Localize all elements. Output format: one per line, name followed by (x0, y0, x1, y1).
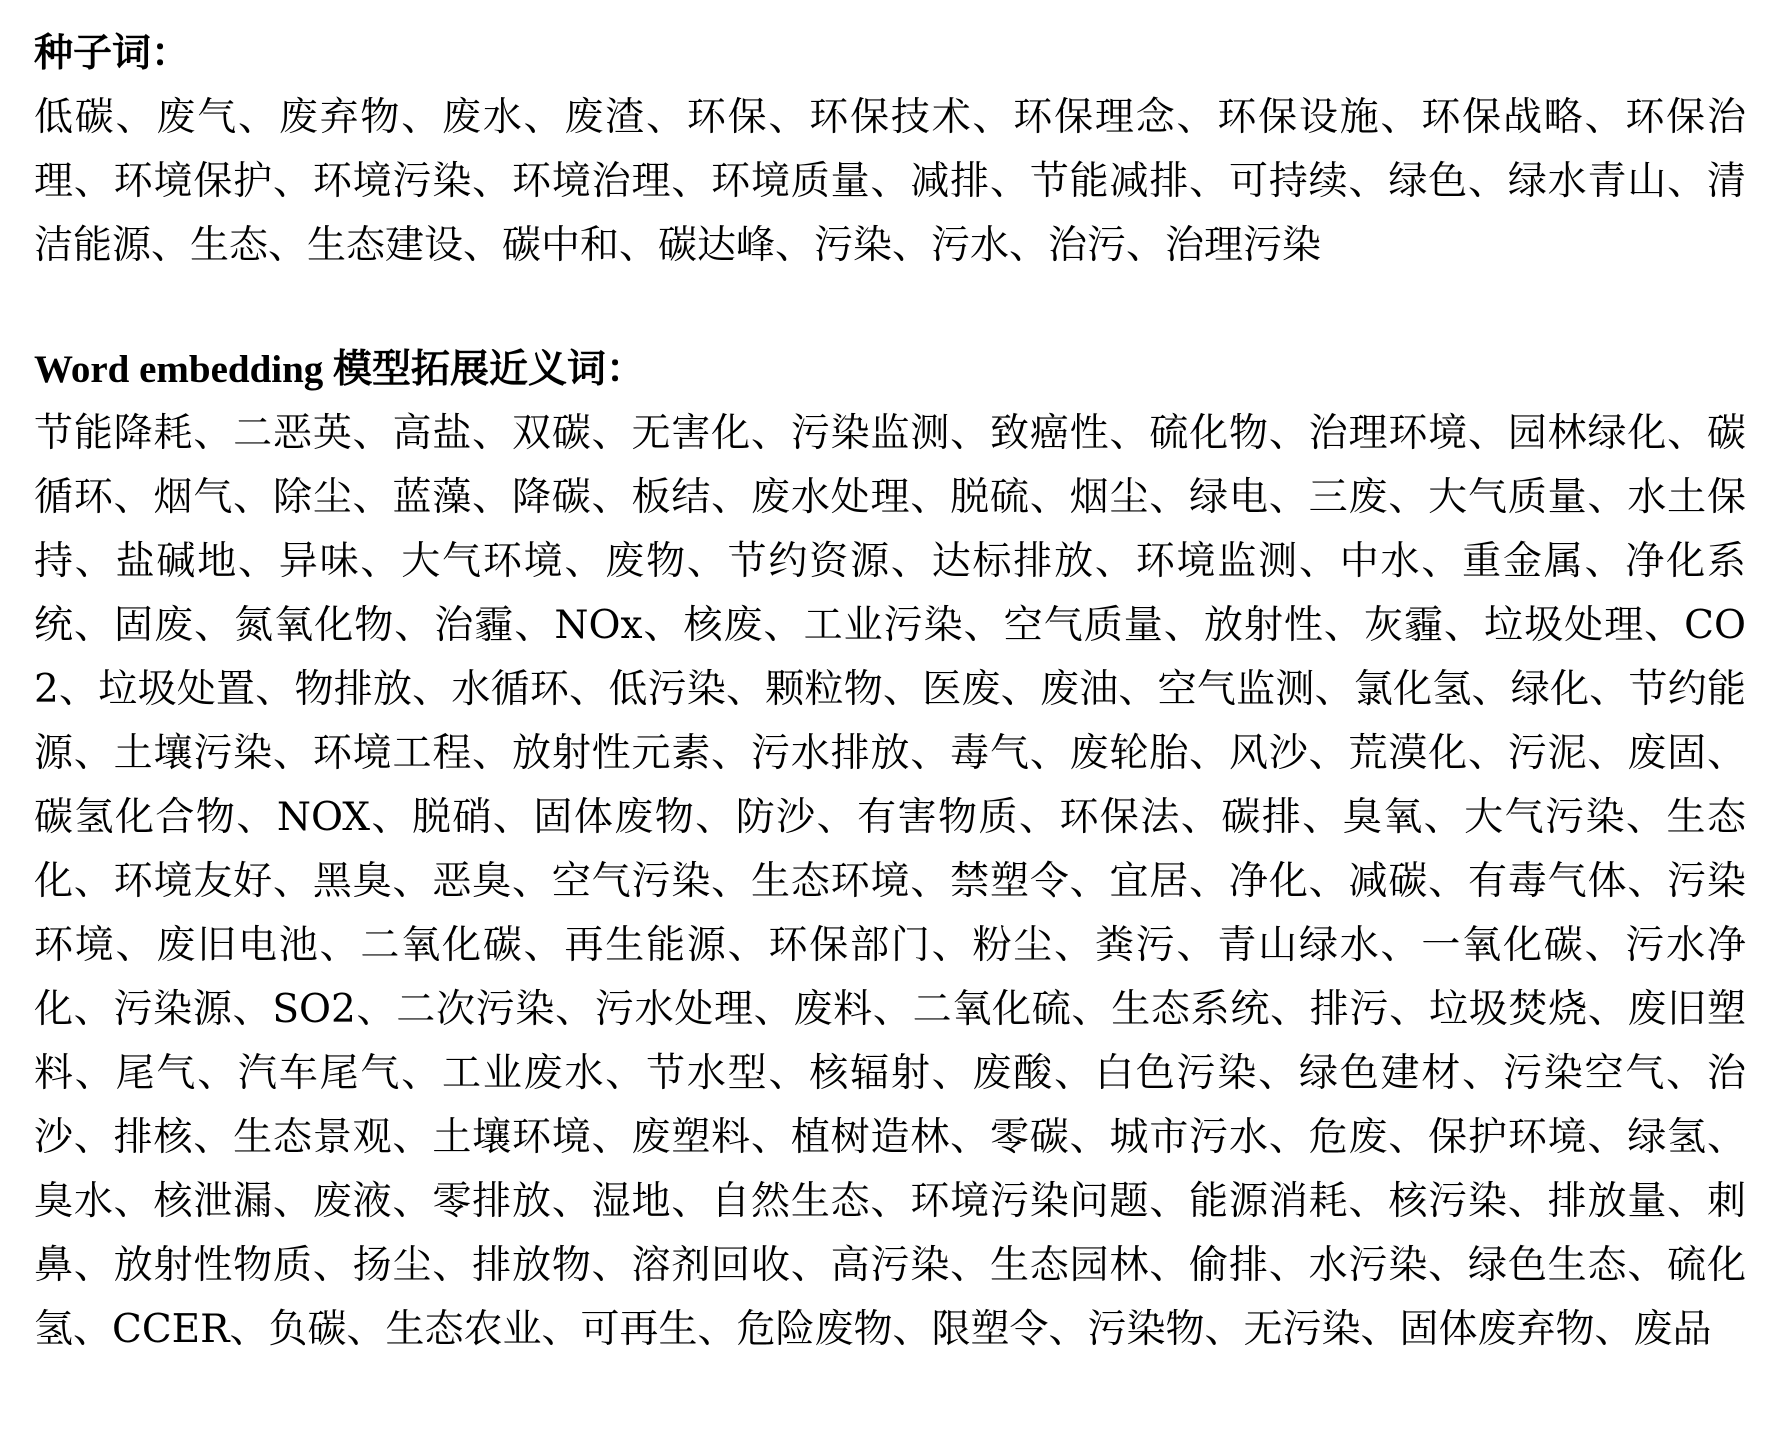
embedding-words-list: 节能降耗、二恶英、高盐、双碳、无害化、污染监测、致癌性、硫化物、治理环境、园林绿化、碳循环、烟气、除尘、蓝藻、降碳、板结、废水处理、脱硫、烟尘、绿电、三废、大气质量、水土保持、盐碱地、异味、大气环境、废物、节约资源、达标排放、环境监测、中水、重金属、净化系统、固废、氮氧化物、治霾、NOx、核废、工业污染、空气质量、放射性、灰霾、垃圾处理、CO2、垃圾处置、物排放、水循环、低污染、颗粒物、医废、废油、空气监测、氯化氢、绿化、节约能源、土壤污染、环境工程、放射性元素、污水排放、毒气、废轮胎、风沙、荒漠化、污泥、废固、碳氢化合物、NOX、脱硝、固体废物、防沙、有害物质、环保法、碳排、臭氧、大气污染、生态化、环境友好、黑臭、恶臭、空气污染、生态环境、禁塑令、宜居、净化、减碳、有毒气体、污染环境、废旧电池、二氧化碳、再生能源、环保部门、粉尘、粪污、青山绿水、一氧化碳、污水净化、污染源、SO2、二次污染、污水处理、废料、二氧化硫、生态系统、排污、垃圾焚烧、废旧塑料、尾气、汽车尾气、工业废水、节水型、核辐射、废酸、白色污染、绿色建材、污染空气、治沙、排核、生态景观、土壤环境、废塑料、植树造林、零碳、城市污水、危废、保护环境、绿氢、臭水、核泄漏、废液、零排放、湿地、自然生态、环境污染问题、能源消耗、核污染、排放量、刺鼻、放射性物质、扬尘、排放物、溶剂回收、高污染、生态园林、偷排、水污染、绿色生态、硫化氢、CCER、负碳、生态农业、可再生、危险废物、限塑令、污染物、无污染、固体废弃物、废品 (34, 411, 1746, 1352)
seed-words-heading: 种子词： (34, 32, 191, 75)
seed-words-section (34, 22, 1746, 278)
section-spacer (34, 278, 1746, 338)
document-page (34, 22, 1746, 1362)
seed-words-list: 低碳、废气、废弃物、废水、废渣、环保、环保技术、环保理念、环保设施、环保战略、环保治理、环境保护、环境污染、环境治理、环境质量、减排、节能减排、可持续、绿色、绿水青山、清洁能源、生态、生态建设、碳中和、碳达峰、污染、污水、治污、治理污染 (34, 95, 1746, 268)
embedding-words-heading: Word embedding 模型拓展近义词： (34, 348, 646, 391)
embedding-words-section (34, 338, 1746, 1362)
